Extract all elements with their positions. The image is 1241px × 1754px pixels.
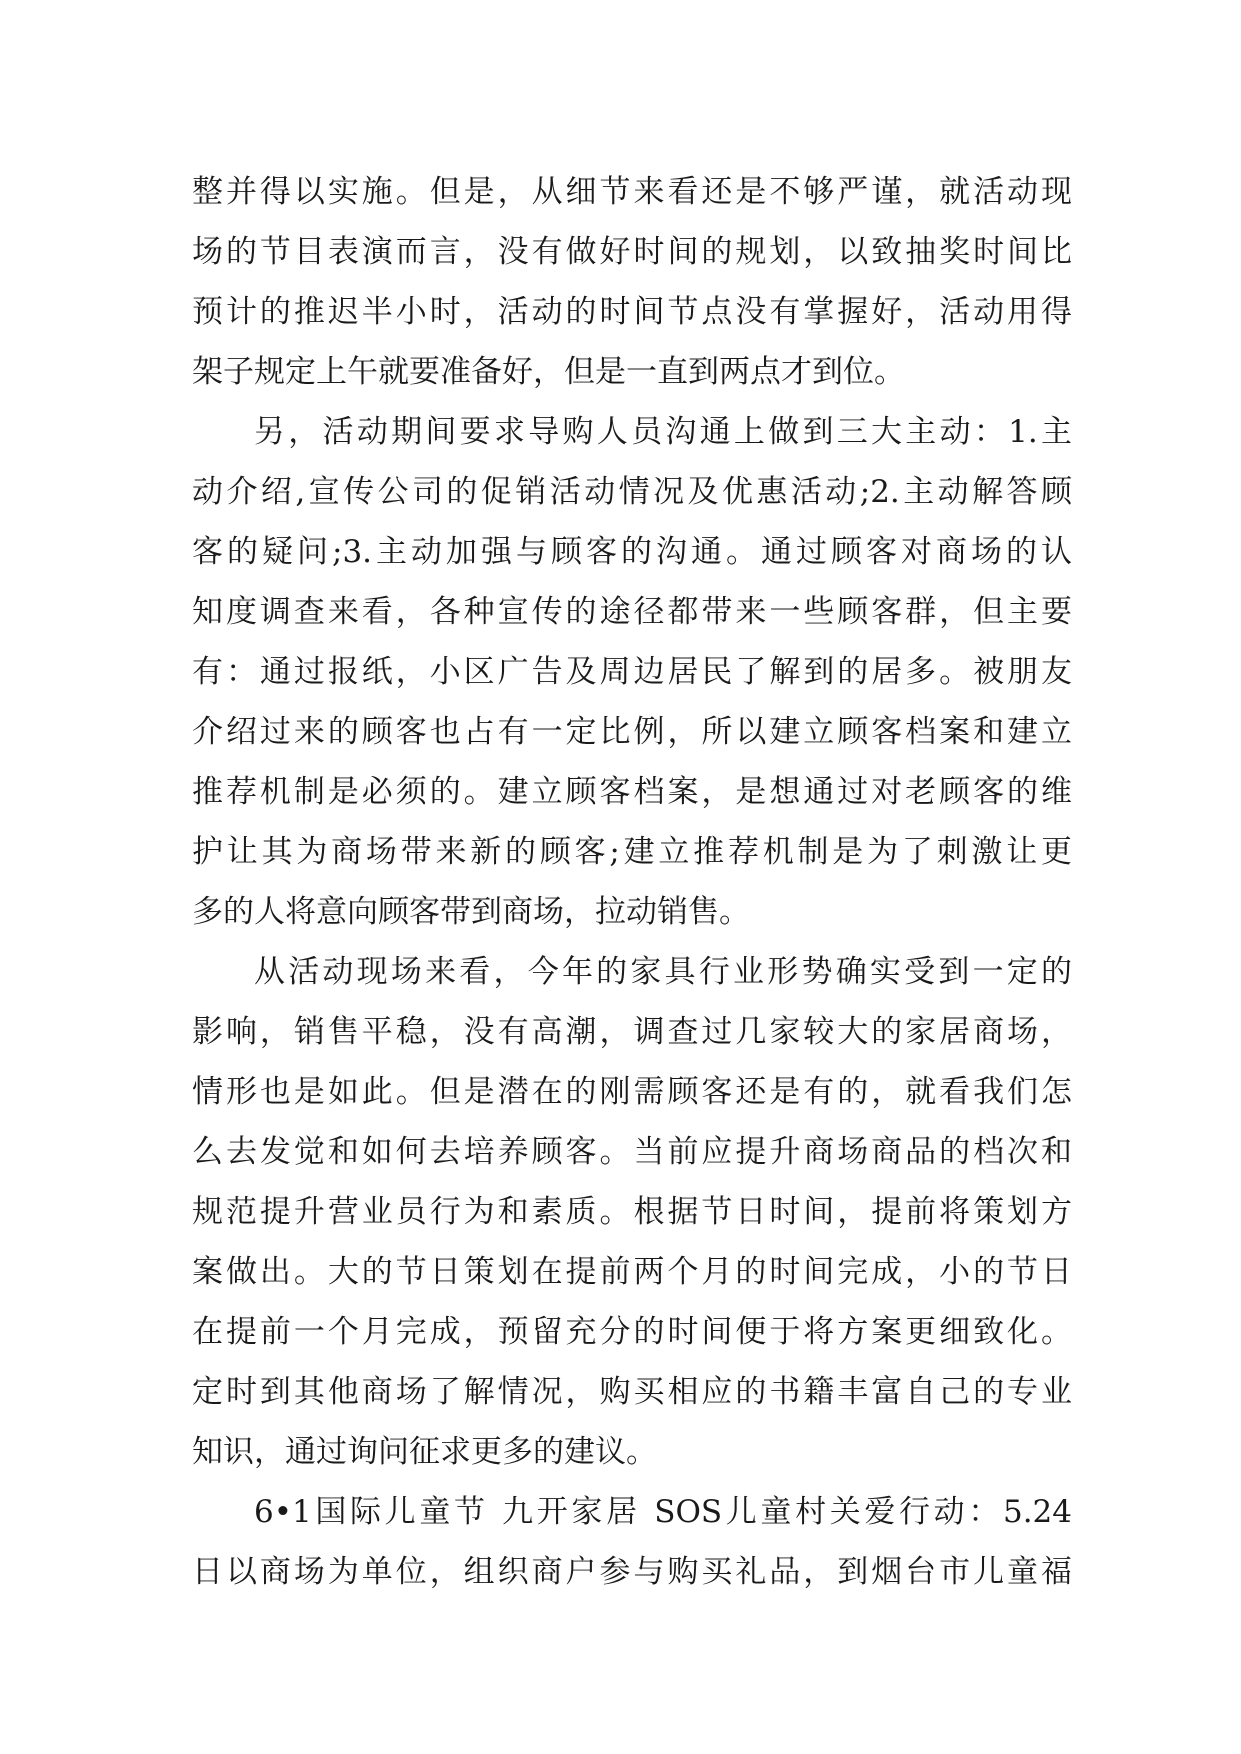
text-line: 定时到其他商场了解情况，购买相应的书籍丰富自己的专业: [192, 1374, 1072, 1410]
text-line: 场的节目表演而言，没有做好时间的规划，以致抽奖时间比: [192, 234, 1072, 270]
text-line: 案做出。大的节日策划在提前两个月的时间完成，小的节日: [192, 1254, 1072, 1290]
paragraph-2: [192, 402, 1072, 942]
text-line: 动介绍,宣传公司的促销活动情况及优惠活动;2.主动解答顾: [192, 474, 1072, 510]
text-line: 推荐机制是必须的。建立顾客档案，是想通过对老顾客的维: [192, 774, 1072, 810]
paragraph-3: [192, 942, 1072, 1482]
paragraph-4: [192, 1482, 1072, 1602]
text-line: 护让其为商场带来新的顾客;建立推荐机制是为了刺激让更: [192, 834, 1072, 870]
text-line: 在提前一个月完成，预留充分的时间便于将方案更细致化。: [192, 1314, 1072, 1350]
text-line: 知识，通过询问征求更多的建议。: [192, 1434, 657, 1470]
text-line: 6•1国际儿童节 九开家居 SOS儿童村关爱行动：5.24: [254, 1494, 1072, 1530]
text-line: 影响，销售平稳，没有高潮，调查过几家较大的家居商场，: [192, 1014, 1072, 1050]
body-text: [192, 162, 1072, 1602]
text-line: 么去发觉和如何去培养顾客。当前应提升商场商品的档次和: [192, 1134, 1072, 1170]
text-line: 有：通过报纸，小区广告及周边居民了解到的居多。被朋友: [192, 654, 1072, 690]
text-line: 从活动现场来看，今年的家具行业形势确实受到一定的: [254, 954, 1072, 990]
text-line: 架子规定上午就要准备好，但是一直到两点才到位。: [192, 354, 905, 390]
text-line: 预计的推迟半小时，活动的时间节点没有掌握好，活动用得: [192, 294, 1072, 330]
text-line: 情形也是如此。但是潜在的刚需顾客还是有的，就看我们怎: [192, 1074, 1072, 1110]
text-line: 另，活动期间要求导购人员沟通上做到三大主动：1.主: [254, 414, 1072, 450]
text-line: 整并得以实施。但是，从细节来看还是不够严谨，就活动现: [192, 174, 1072, 210]
text-line: 介绍过来的顾客也占有一定比例，所以建立顾客档案和建立: [192, 714, 1072, 750]
text-line: 多的人将意向顾客带到商场，拉动销售。: [192, 894, 750, 930]
paragraph-1: [192, 162, 1072, 402]
text-line: 客的疑问;3.主动加强与顾客的沟通。通过顾客对商场的认: [192, 534, 1072, 570]
text-line: 知度调查来看，各种宣传的途径都带来一些顾客群，但主要: [192, 594, 1072, 630]
text-line: 日以商场为单位，组织商户参与购买礼品，到烟台市儿童福: [192, 1554, 1072, 1590]
text-line: 规范提升营业员行为和素质。根据节日时间，提前将策划方: [192, 1194, 1072, 1230]
